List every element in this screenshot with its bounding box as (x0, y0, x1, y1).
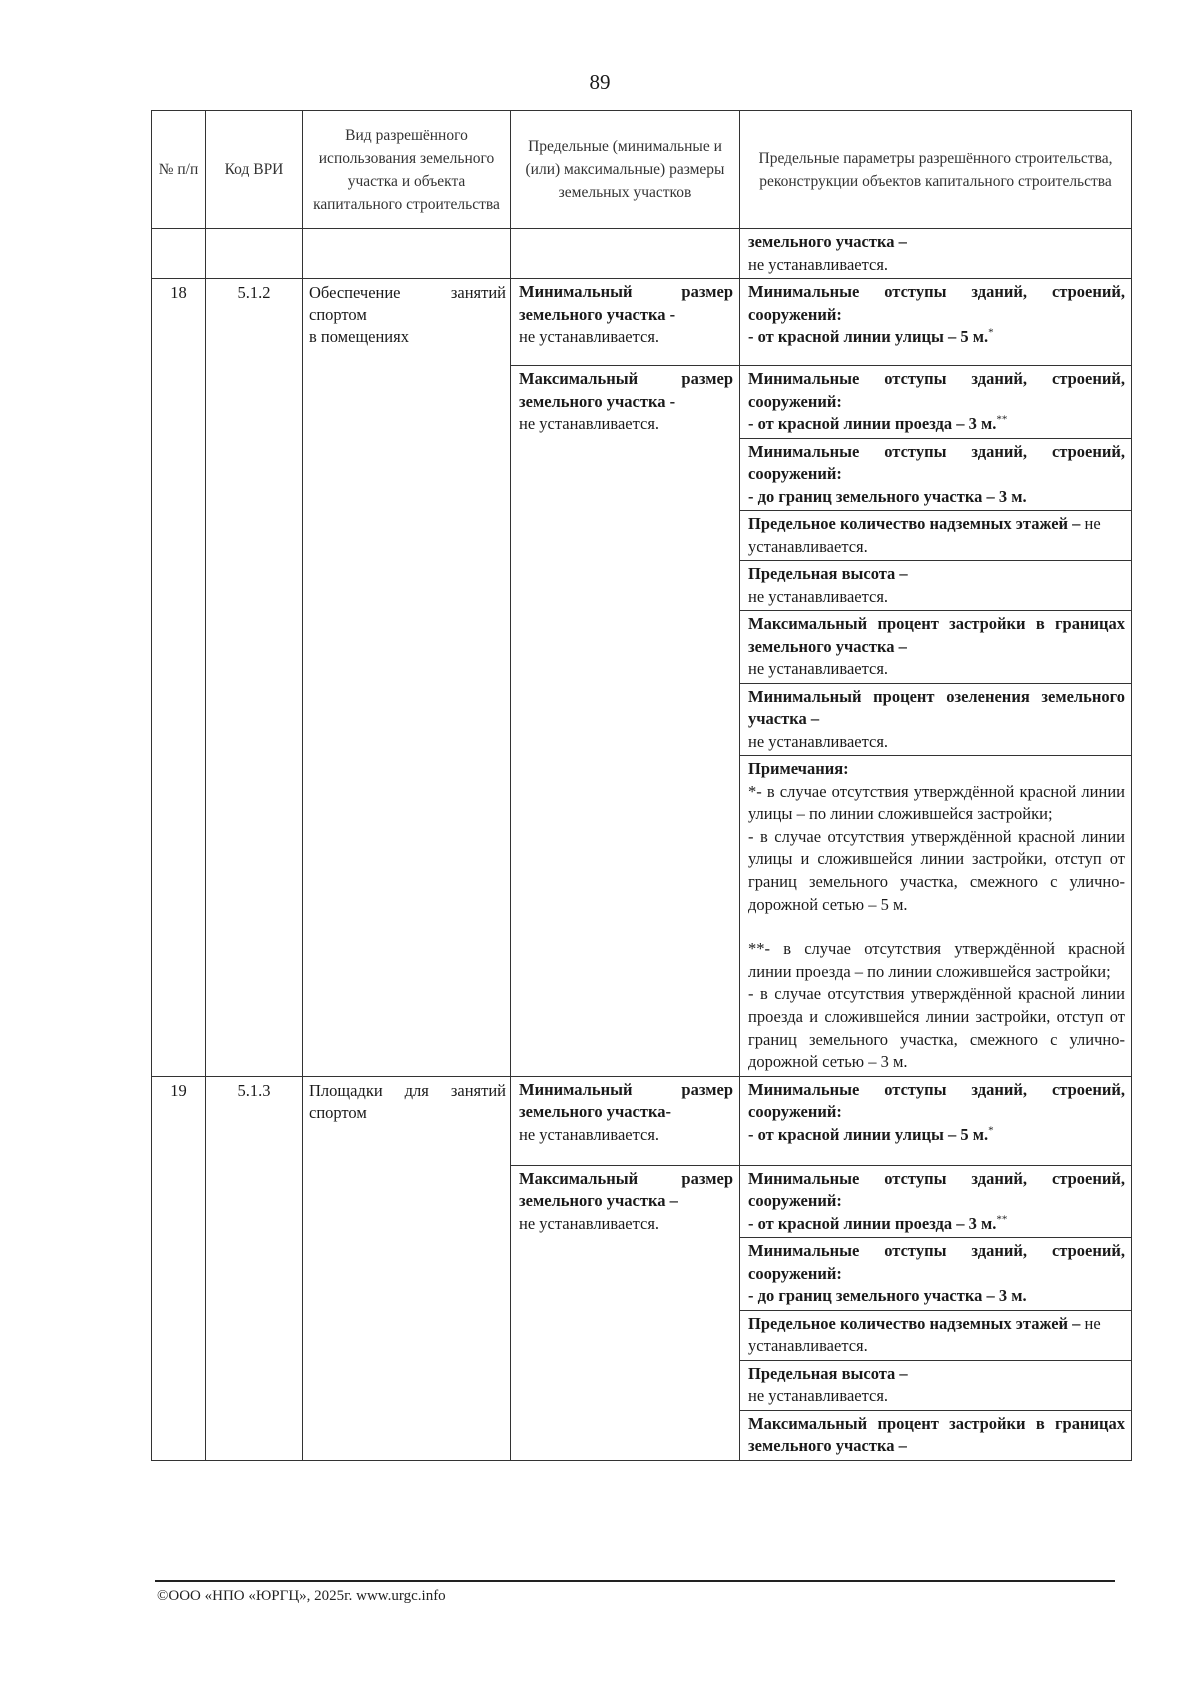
footer-divider (155, 1580, 1115, 1582)
params-cell (740, 1076, 1132, 1460)
plot-sizes-cell (511, 1076, 740, 1460)
param-max-height: Предельная высота – не устанавливается. (740, 1360, 1131, 1410)
min-plot-size: Минимальный размер земельного участка- не устанавливается. (519, 1079, 733, 1144)
header-sizes: Предельные (минимальные и (или) максимальные) размеры земельных участков (511, 111, 740, 229)
param-max-floors: Предельное количество надземных этажей – не устанавливается. (740, 1310, 1131, 1360)
param-min-setback-driveway: Минимальные отступы зданий, строений, сооружений: - от красной линии проезда – 3 м.** (740, 365, 1131, 438)
regulations-table (151, 110, 1132, 1461)
max-plot-size: Максимальный размер земельного участка - не устанавливается. (511, 365, 739, 438)
param-min-setback-street: Минимальные отступы зданий, строений, сооружений: - от красной линии улицы – 5 м.* (748, 1079, 1125, 1144)
plot-sizes-cell (511, 279, 740, 1077)
max-plot-size: Максимальный размер земельного участка – не устанавливается. (511, 1165, 739, 1238)
row-number: 19 (152, 1076, 206, 1460)
notes: Примечания: *- в случае отсутствия утверждённой красной линии улицы – по линии сложившейся застройки; - в случае отсутствия утверждённой красной линии улицы и сложившейся линии застройки, отступ от границ земельного участка, смежного с улично-дорожной сетью – 5 м. **- в случае отсутствия утверждённой красной линии проезда – по линии сложившейся застройки; - в случае отсутствия утверждённой красной линии проезда и сложившейся линии застройки, отступ от границ земельного участка, смежного с улично-дорожной сетью – 3 м. (740, 755, 1131, 1076)
params-cell (740, 279, 1132, 1077)
vri-name: Обеспечение занятий спортом в помещениях (303, 279, 511, 1077)
header-no: № п/п (152, 111, 206, 229)
param-min-setback-street: Минимальные отступы зданий, строений, сооружений: - от красной линии улицы – 5 м.* (748, 282, 1125, 346)
param-max-coverage: Максимальный процент застройки в границах земельного участка – (740, 1410, 1131, 1460)
param-min-setback-driveway: Минимальные отступы зданий, строений, сооружений: - от красной линии проезда – 3 м.** (740, 1165, 1131, 1238)
carry-over-row (152, 229, 1132, 279)
table-row (152, 279, 1132, 1077)
vri-code: 5.1.3 (206, 1076, 303, 1460)
param-min-greening: Минимальный процент озеленения земельного участка – не устанавливается. (740, 683, 1131, 756)
param-min-setback-boundary: Минимальные отступы зданий, строений, сооружений: - до границ земельного участка – 3 м. (740, 1237, 1131, 1310)
param-max-coverage: Максимальный процент застройки в границах земельного участка – не устанавливается. (740, 610, 1131, 683)
vri-code: 5.1.2 (206, 279, 303, 1077)
param-max-height: Предельная высота – не устанавливается. (740, 560, 1131, 610)
header-row (152, 111, 1132, 229)
page-number: 89 (589, 70, 611, 94)
header-params: Предельные параметры разрешённого строительства, реконструкции объектов капитального строительства (740, 111, 1132, 229)
footer-copyright: ©ООО «НПО «ЮРГЦ», 2025г. www.urgc.info (157, 1588, 446, 1604)
min-plot-size: Минимальный размер земельного участка - не устанавливается. (519, 282, 733, 346)
header-vri: Вид разрешённого использования земельного участка и объекта капитального строительства (303, 111, 511, 229)
param-min-setback-boundary: Минимальные отступы зданий, строений, сооружений: - до границ земельного участка – 3 м. (740, 438, 1131, 511)
param-max-floors: Предельное количество надземных этажей – не устанавливается. (740, 510, 1131, 560)
row-number: 18 (152, 279, 206, 1077)
table-row (152, 1076, 1132, 1460)
carry-over-param: земельного участка – не устанавливается. (748, 232, 907, 274)
header-code: Код ВРИ (206, 111, 303, 229)
vri-name: Площадки для занятий спортом (303, 1076, 511, 1460)
